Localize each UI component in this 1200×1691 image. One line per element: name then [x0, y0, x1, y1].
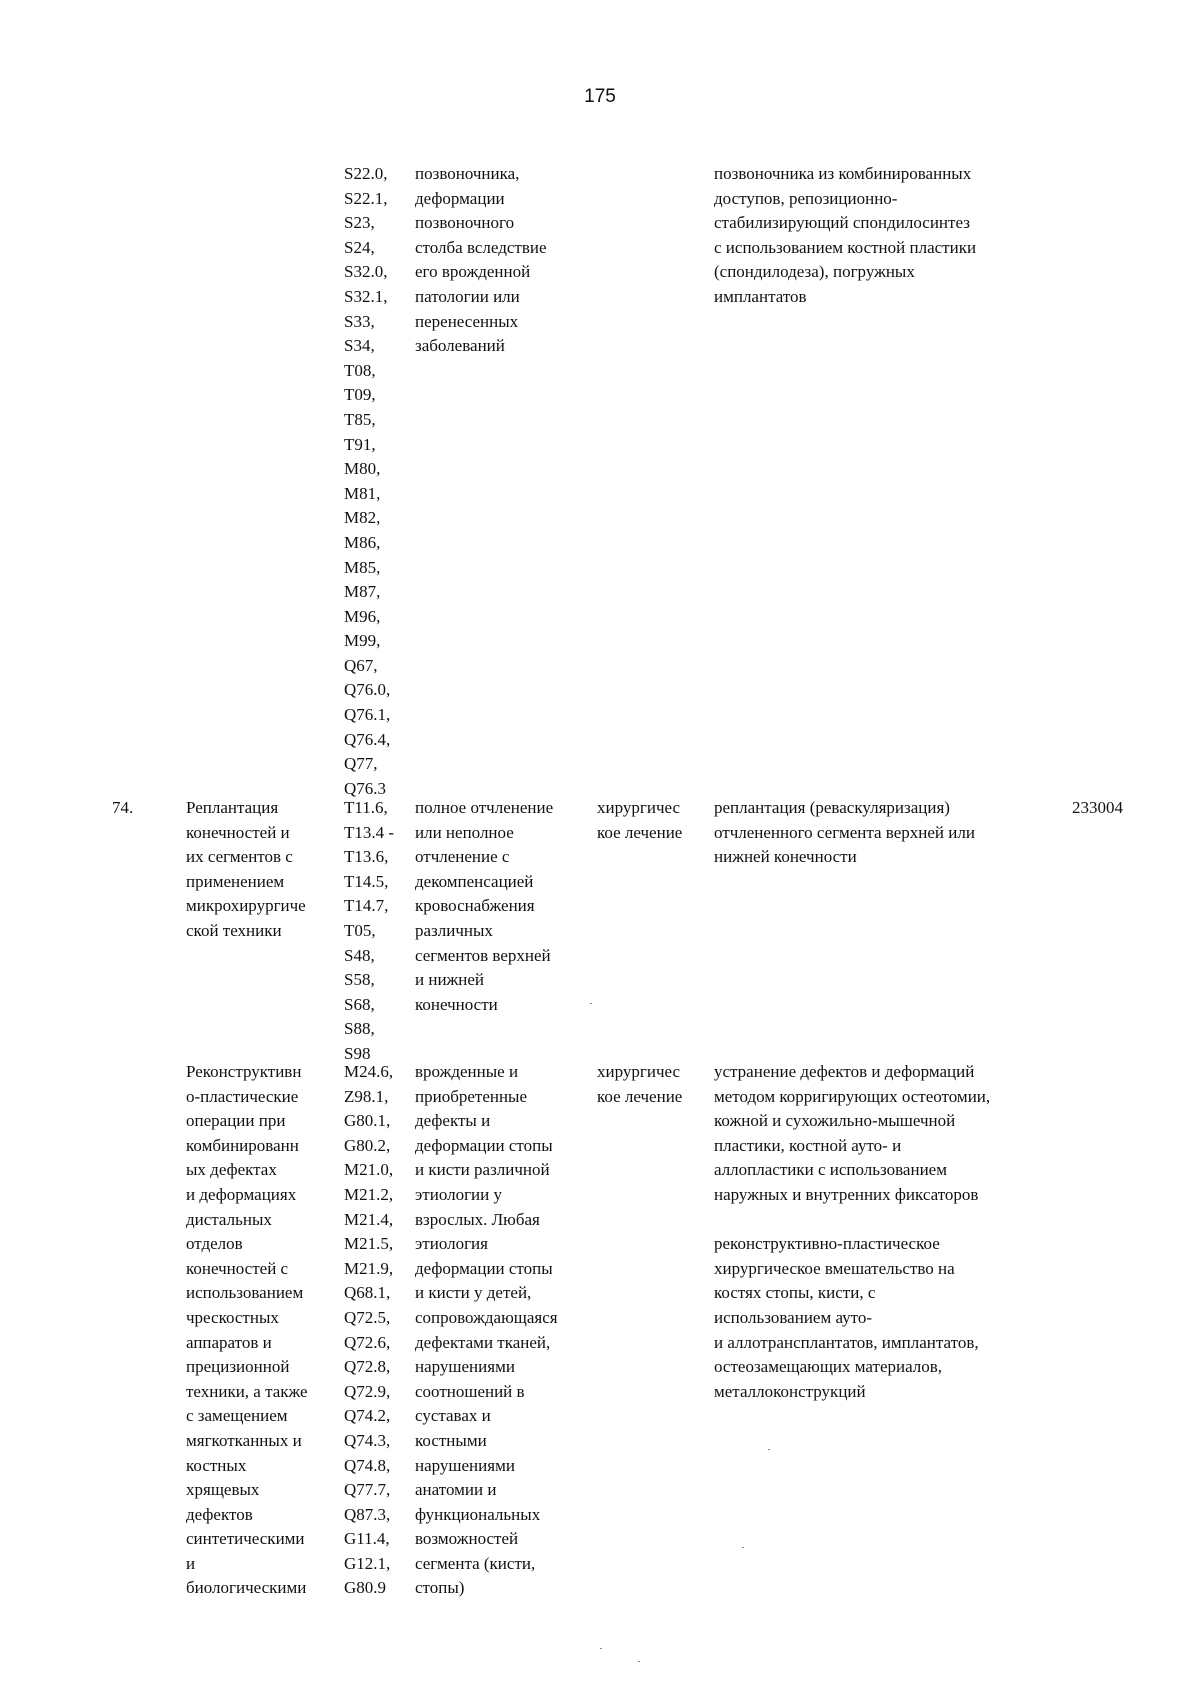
- table-row-74-number: 74.: [112, 798, 134, 817]
- table-row-74-method: реплантация (реваскуляризация) отчлененного сегмента верхней или нижней конечности: [714, 798, 975, 867]
- table-row-75-codes: M24.6, Z98.1, G80.1, G80.2, M21.0, M21.2, M21.4, M21.5, M21.9, Q68.1, Q72.5, Q72.6, Q72.8, Q72.9, Q74.2, Q74.3, Q74.8, Q77.7, Q87.3, G11.4, G12.1, G80.9: [344, 1062, 394, 1598]
- scan-speck: [638, 1661, 640, 1662]
- page-number: 175: [584, 86, 616, 107]
- table-row-75-method: устранение дефектов и деформаций методом корригирующих остеотомии, кожной и сухожильно-мышечной пластики, костной ауто- и аллопластики с использованием наружных и внутренних фиксаторов реконструктивно-пластическое хирургическое вмешательство на костях стопы, кисти, с использованием ауто- и аллотрансплантатов, имплантатов, остеозамещающих материалов, металлоконструкций: [714, 1062, 991, 1401]
- table-row-75-treatment-type: хирургичес кое лечение: [597, 1062, 683, 1106]
- scan-speck: [768, 1449, 770, 1450]
- table-row-continued-codes: S22.0, S22.1, S23, S24, S32.0, S32.1, S33, S34, T08, T09, T85, T91, M80, M81, M82, M86, M85, M87, M96, M99, Q67, Q76.0, Q76.1, Q76.4, Q77, Q76.3: [344, 164, 391, 798]
- table-row-74-name: Реплантация конечностей и их сегментов с применением микрохирургиче ской техники: [186, 798, 306, 940]
- scan-speck: [742, 1547, 744, 1548]
- table-row-74-patient-model: полное отчленение или неполное отчленение с декомпенсацией кровоснабжения различных сегментов верхней и нижней конечности: [415, 798, 554, 1014]
- scan-speck: [590, 1003, 592, 1004]
- table-row-75-name: Реконструктивн о-пластические операции при комбинированн ых дефектах и деформациях дистальных отделов конечностей с использованием чрескостных аппаратов и прецизионной техники, а также с замещением мягкотканных и костных хрящевых дефектов синтетическими и биологическими: [186, 1062, 308, 1598]
- scan-speck: [600, 1648, 602, 1649]
- table-row-continued-patient-model: позвоночника, деформации позвоночного столба вследствие его врожденной патологии или перенесенных заболеваний: [415, 164, 547, 356]
- table-row-75-patient-model: врожденные и приобретенные дефекты и деформации стопы и кисти различной этиологии у взрослых. Любая этиология деформации стопы и кисти у детей, сопровождающаяся дефектами тканей, нарушениями соотношений в суставах и костными нарушениями анатомии и функциональных возможностей сегмента (кисти, стопы): [415, 1062, 558, 1598]
- table-row-74-codes: T11.6, T13.4 - T13.6, T14.5, T14.7, T05, S48, S58, S68, S88, S98: [344, 798, 395, 1063]
- table-row-continued-method: позвоночника из комбинированных доступов, репозиционно- стабилизирующий спондилосинтез с использованием костной пластики (спондилодеза), погружных имплантатов: [714, 164, 977, 306]
- table-row-74-cost: 233004: [1072, 798, 1123, 817]
- table-row-74-treatment-type: хирургичес кое лечение: [597, 798, 683, 842]
